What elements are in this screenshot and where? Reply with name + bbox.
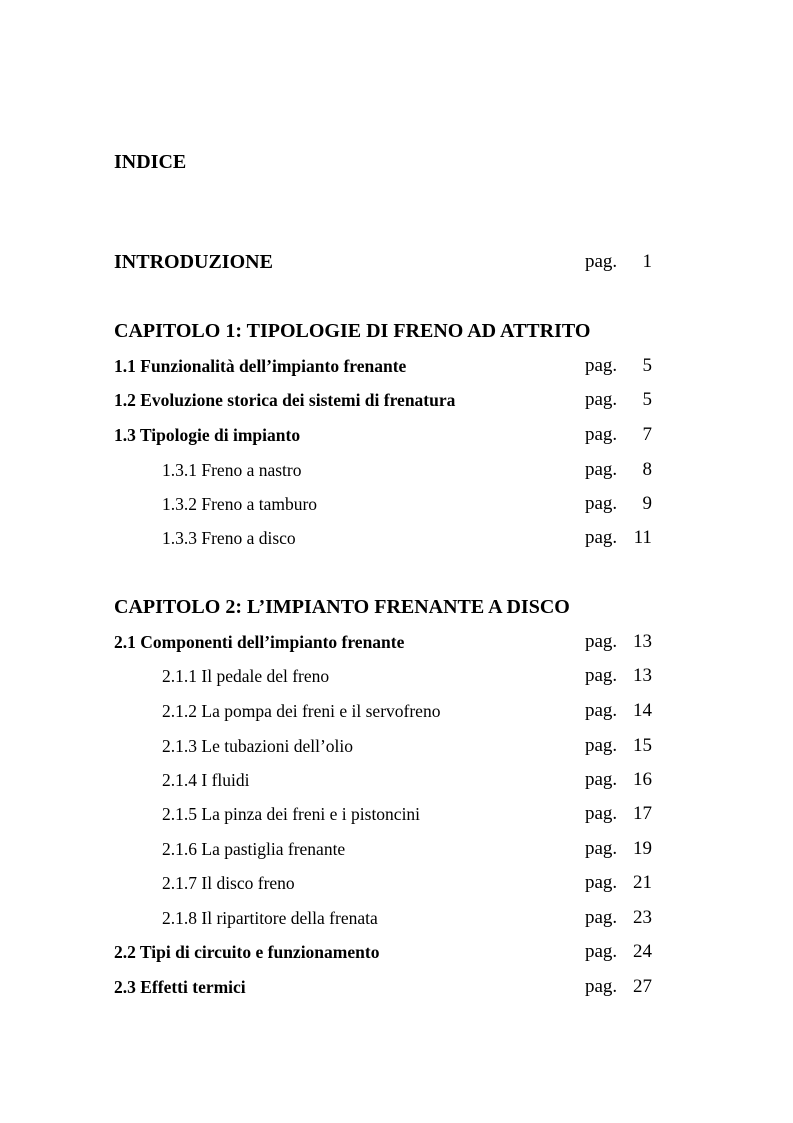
toc-entry-2-1-6 — [0, 837, 793, 861]
toc-entry-2-1-2 — [0, 699, 793, 723]
page-number: 5 — [642, 389, 652, 410]
pag-label: pag. — [585, 251, 618, 272]
page-number: 16 — [632, 769, 652, 790]
toc-entry-label: 2.1.5 La pinza dei freni e i pistoncini — [162, 804, 421, 824]
pag-label: pag. — [585, 941, 618, 962]
toc-entry-label: 2.3 Effetti termici — [114, 977, 246, 997]
page-number: 27 — [632, 976, 652, 997]
toc-entry-label: 2.2 Tipi di circuito e funzionamento — [114, 942, 380, 962]
toc-entry-label: 1.3.3 Freno a disco — [162, 528, 296, 548]
toc-entry-2-1 — [0, 630, 793, 654]
page-number: 24 — [632, 941, 652, 962]
toc-entry-1-3-3 — [0, 526, 793, 550]
toc-entry-introduzione — [0, 250, 793, 274]
toc-entry-label: 1.3.1 Freno a nastro — [162, 460, 302, 480]
page-number: 9 — [642, 493, 652, 514]
toc-entry-2-1-5 — [0, 802, 793, 826]
toc-entry-label: 2.1.4 I fluidi — [162, 770, 250, 790]
toc-entry-label: 2.1.7 Il disco freno — [162, 873, 295, 893]
toc-entry-label: 1.3.2 Freno a tamburo — [162, 494, 318, 514]
toc-page-ref — [585, 458, 652, 482]
toc-page-ref — [585, 388, 652, 412]
pag-label: pag. — [585, 665, 618, 686]
toc-page-ref — [585, 940, 652, 964]
toc-page-ref — [585, 975, 652, 999]
pag-label: pag. — [585, 389, 618, 410]
pag-label: pag. — [585, 769, 618, 790]
toc-page-ref — [585, 734, 652, 758]
toc-entry-2-1-4 — [0, 768, 793, 792]
pag-label: pag. — [585, 355, 618, 376]
pag-label: pag. — [585, 803, 618, 824]
toc-entry-1-3 — [0, 423, 793, 447]
toc-entry-1-3-1 — [0, 458, 793, 482]
toc-entry-label: 2.1.2 La pompa dei freni e il servofreno — [162, 701, 441, 721]
page-number: 15 — [632, 735, 652, 756]
toc-entry-label: 2.1.1 Il pedale del freno — [162, 666, 330, 686]
pag-label: pag. — [585, 631, 618, 652]
toc-page-ref — [585, 664, 652, 688]
toc-entry-1-2 — [0, 388, 793, 412]
toc-entry-label: 2.1 Componenti dell’impianto frenante — [114, 632, 405, 652]
toc-entry-label: INTRODUZIONE — [114, 251, 273, 273]
toc-page-ref — [585, 354, 652, 378]
pag-label: pag. — [585, 493, 618, 514]
page-number: 21 — [632, 872, 652, 893]
pag-label: pag. — [585, 872, 618, 893]
page-number: 14 — [632, 700, 652, 721]
toc-entry-label: 1.3 Tipologie di impianto — [114, 425, 301, 445]
page-number: 13 — [632, 665, 652, 686]
toc-entry-label: 2.1.3 Le tubazioni dell’olio — [162, 736, 353, 756]
toc-entry-2-2 — [0, 940, 793, 964]
toc-entry-1-3-2 — [0, 492, 793, 516]
toc-chapter-2 — [0, 595, 793, 619]
page-number: 7 — [642, 424, 652, 445]
page-number: 8 — [642, 459, 652, 480]
toc-entry-2-3 — [0, 975, 793, 999]
page-number: 1 — [642, 251, 652, 272]
pag-label: pag. — [585, 976, 618, 997]
toc-entry-label: 1.1 Funzionalità dell’impianto frenante — [114, 356, 407, 376]
toc-page-ref — [585, 906, 652, 930]
toc-page-ref — [585, 699, 652, 723]
page-number: 5 — [642, 355, 652, 376]
page-number: 13 — [632, 631, 652, 652]
toc-chapter-1 — [0, 319, 793, 343]
toc-entry-2-1-3 — [0, 734, 793, 758]
toc-entry-1-1 — [0, 354, 793, 378]
toc-page-ref — [585, 423, 652, 447]
toc-entry-label: 2.1.8 Il ripartitore della frenata — [162, 908, 378, 928]
page-number: 19 — [632, 838, 652, 859]
pag-label: pag. — [585, 459, 618, 480]
toc-page-ref — [585, 492, 652, 516]
pag-label: pag. — [585, 700, 618, 721]
toc-page-ref — [585, 871, 652, 895]
toc-chapter-label: CAPITOLO 1: TIPOLOGIE DI FRENO AD ATTRITO — [114, 320, 591, 342]
toc-page-ref — [585, 802, 652, 826]
pag-label: pag. — [585, 424, 618, 445]
toc-page-ref — [585, 630, 652, 654]
page-number: 11 — [633, 527, 652, 548]
toc-page-ref — [585, 526, 652, 550]
toc-entry-2-1-8 — [0, 906, 793, 930]
pag-label: pag. — [585, 838, 618, 859]
toc-entry-label: 2.1.6 La pastiglia frenante — [162, 839, 346, 859]
toc-chapter-label: CAPITOLO 2: L’IMPIANTO FRENANTE A DISCO — [114, 596, 570, 618]
toc-entry-label: 1.2 Evoluzione storica dei sistemi di frenatura — [114, 390, 456, 410]
page-number: 23 — [632, 907, 652, 928]
pag-label: pag. — [585, 527, 618, 548]
page-title: INDICE — [114, 151, 187, 173]
toc-page-ref — [585, 837, 652, 861]
toc-page-ref — [585, 250, 652, 274]
page-number: 17 — [632, 803, 652, 824]
toc-page-ref — [585, 768, 652, 792]
toc-entry-2-1-7 — [0, 871, 793, 895]
toc-entry-2-1-1 — [0, 664, 793, 688]
pag-label: pag. — [585, 735, 618, 756]
pag-label: pag. — [585, 907, 618, 928]
